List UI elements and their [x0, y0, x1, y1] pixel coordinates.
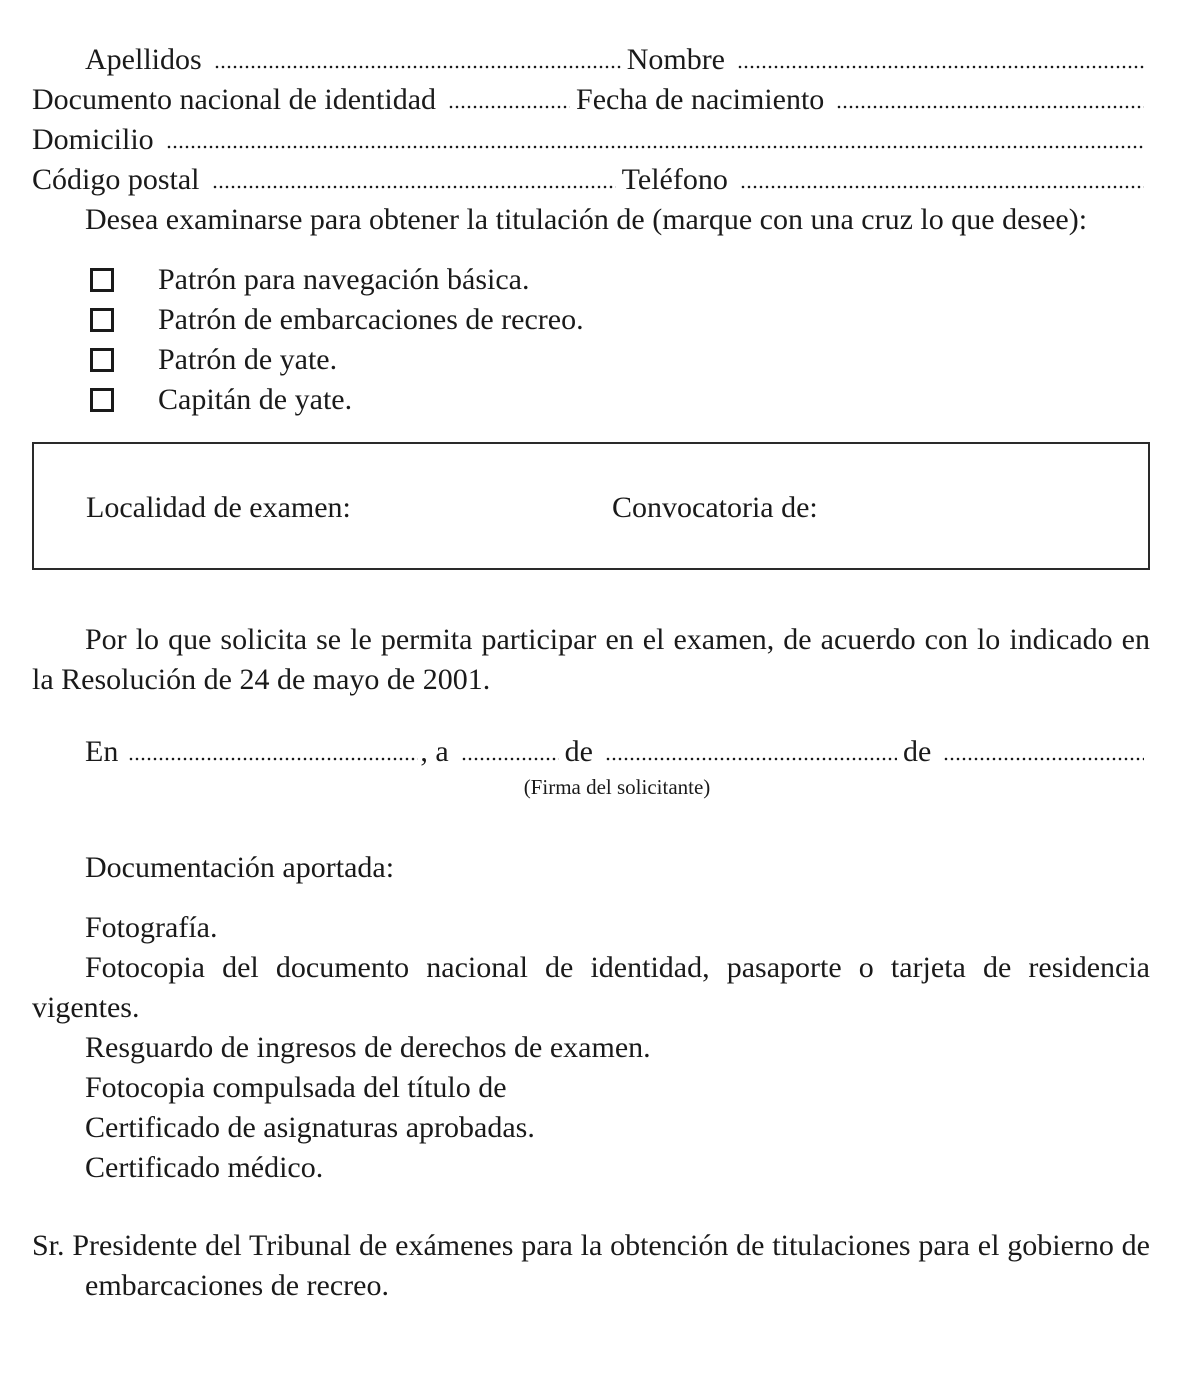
documentation-item: Fotocopia compulsada del título de [85, 1071, 507, 1104]
apellidos-nombre-row [32, 40, 1150, 80]
signature-place-date-row [32, 732, 1150, 772]
convocatoria-label[interactable]: Convocatoria de: [612, 491, 818, 524]
apellidos-label: Apellidos [85, 43, 202, 76]
apellidos-field[interactable] [214, 65, 621, 69]
option-label: Patrón para navegación básica. [158, 263, 530, 296]
documentation-item: Fotocopia del documento nacional de identidad, pasaporte o tarjeta de residencia vigentes. [32, 951, 1150, 1024]
addressee: Sr. Presidente del Tribunal de exámenes para la obtención de titulaciones para el gobierno de embarcaciones de recreo. [32, 1229, 1150, 1302]
codigo-postal-field[interactable] [212, 185, 616, 189]
option-row[interactable] [90, 380, 1150, 420]
request-paragraph: Por lo que solicita se le permita participar en el examen, de acuerdo con lo indicado en la Resolución de 24 de mayo de 2001. [32, 623, 1150, 696]
checkbox-icon[interactable] [90, 388, 114, 412]
intro-paragraph: Desea examinarse para obtener la titulación de (marque con una cruz lo que desee): [85, 203, 1088, 236]
documentation-item: Resguardo de ingresos de derechos de examen. [85, 1031, 651, 1064]
place-field[interactable] [128, 757, 418, 761]
titulacion-checklist [32, 260, 1150, 420]
nombre-label: Nombre [626, 43, 725, 76]
documentation-item: Certificado médico. [85, 1151, 324, 1184]
documentation-heading: Documentación aportada: [85, 851, 395, 884]
option-row[interactable] [90, 340, 1150, 380]
documentation-item: Certificado de asignaturas aprobadas. [85, 1111, 535, 1144]
documentation-list [32, 908, 1150, 1188]
en-label: En [85, 735, 119, 768]
checkbox-icon[interactable] [90, 308, 114, 332]
cp-telefono-row [32, 160, 1150, 200]
dni-field[interactable] [448, 105, 570, 109]
de-label-2: de [902, 735, 932, 768]
checkbox-icon[interactable] [90, 348, 114, 372]
option-row[interactable] [90, 300, 1150, 340]
option-row[interactable] [90, 260, 1150, 300]
dni-fecha-row [32, 80, 1150, 120]
localidad-examen-label[interactable]: Localidad de examen: [86, 491, 351, 524]
domicilio-row [32, 120, 1150, 160]
telefono-label: Teléfono [621, 163, 728, 196]
codigo-postal-label: Código postal [32, 163, 200, 196]
domicilio-field[interactable] [166, 145, 1144, 149]
telefono-field[interactable] [740, 185, 1144, 189]
signature-caption: (Firma del solicitante) [523, 775, 711, 799]
month-field[interactable] [605, 757, 897, 761]
dni-label: Documento nacional de identidad [32, 83, 437, 116]
de-label-1: de [564, 735, 593, 768]
application-form [32, 0, 1150, 1306]
exam-details-box [32, 442, 1150, 570]
option-label: Patrón de yate. [158, 343, 338, 376]
documentation-item: Fotografía. [85, 911, 218, 944]
checkbox-icon[interactable] [90, 268, 114, 292]
a-label: , a [420, 735, 449, 768]
domicilio-label: Domicilio [32, 123, 154, 156]
fecha-nacimiento-label: Fecha de nacimiento [576, 83, 825, 116]
fecha-nacimiento-field[interactable] [836, 105, 1144, 109]
nombre-field[interactable] [737, 65, 1144, 69]
day-field[interactable] [461, 757, 559, 761]
year-field[interactable] [943, 757, 1144, 761]
option-label: Capitán de yate. [158, 383, 353, 416]
option-label: Patrón de embarcaciones de recreo. [158, 303, 584, 336]
